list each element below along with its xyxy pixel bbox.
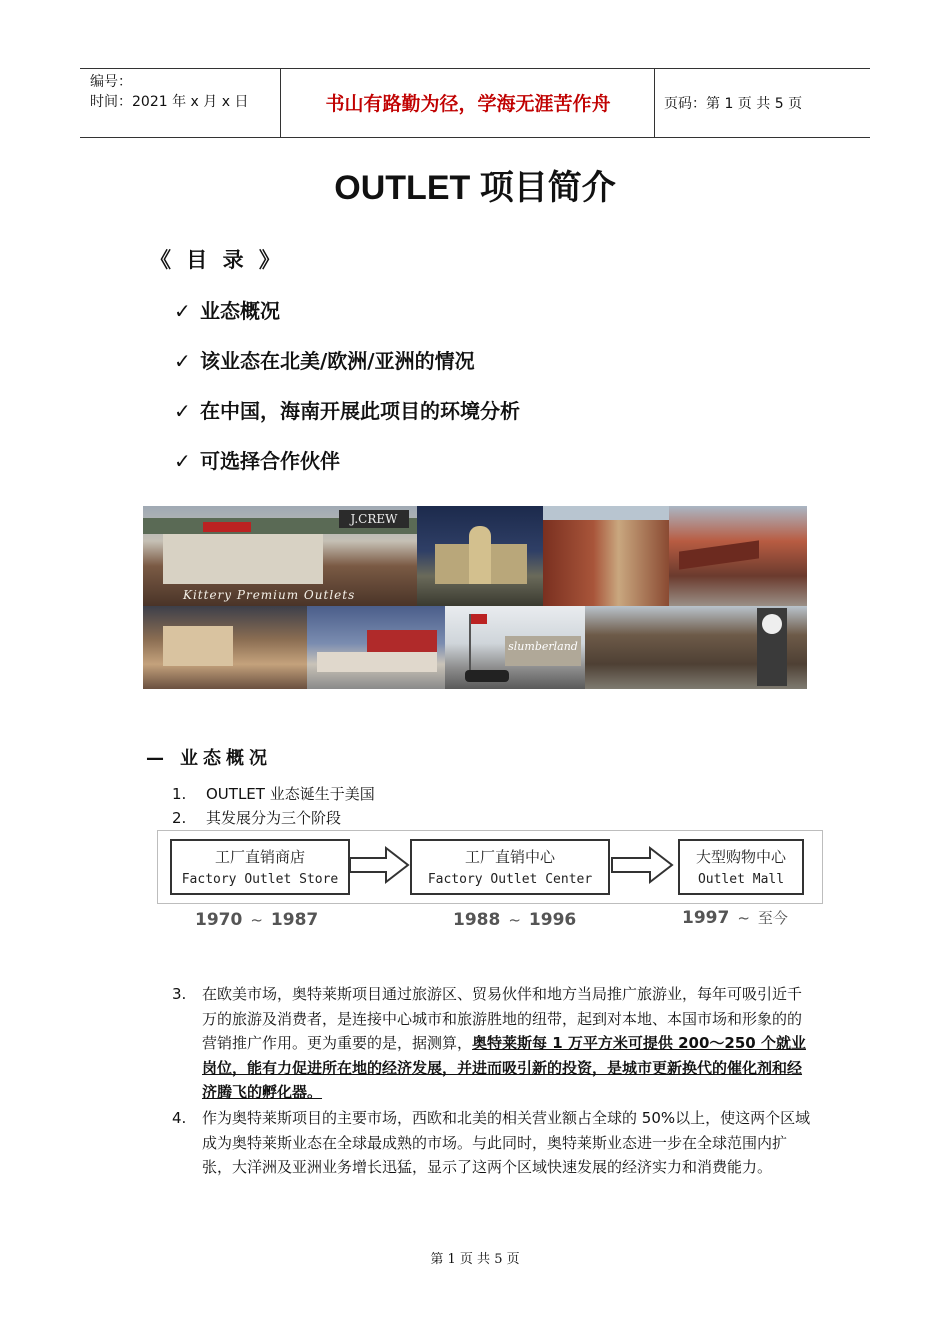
year-sep: ~ xyxy=(508,911,521,929)
list-item xyxy=(172,782,375,806)
stage-en: Factory Outlet Store xyxy=(181,872,339,887)
check-icon: ✓ xyxy=(174,299,191,323)
brick-shops-photo xyxy=(543,506,669,606)
kittery-outlet-photo xyxy=(143,506,417,606)
paragraph-3 xyxy=(172,982,812,1105)
stage-zh: 大型购物中心 xyxy=(695,848,786,866)
header-divider xyxy=(280,69,281,137)
store-sign: J.CREW xyxy=(339,510,409,528)
check-icon: ✓ xyxy=(174,399,191,423)
toc-item xyxy=(174,395,520,424)
page-footer: 第 1 页 共 5 页 xyxy=(430,1252,520,1267)
toc-item xyxy=(174,345,475,374)
paragraph-emphasis: 奥特莱斯每 1 万平方米可提供 200～250 个就业岗位，能有力促进所在地的经济发展，并进而吸引新的投资，是城市更新换代的催化剂和经济腾飞的孵化器。 xyxy=(202,1034,806,1101)
toc-item-label: 业态概况 xyxy=(200,299,280,323)
check-icon: ✓ xyxy=(174,449,191,473)
year-sep: ~ xyxy=(737,909,750,927)
slumberland-photo xyxy=(445,606,585,689)
paragraph-number: 4. xyxy=(172,1109,187,1127)
check-icon: ✓ xyxy=(174,349,191,373)
stage-en: Outlet Mall xyxy=(697,872,785,887)
paragraph-text: 作为奥特莱斯项目的主要市场，西欧和北美的相关营业额占全球的 50%以上，使这两个区域成为奥特莱斯业态在全球最成熟的市场。与此同时，奥特莱斯业态进一步在全球范围内扩张，大洋洲及亚洲业务增长迅猛，显示了这两个区域快速发展的经济实力和消费能力。 xyxy=(202,1109,811,1176)
toc-heading: 《 目 录 》 xyxy=(150,248,284,272)
store-sign: slumberland xyxy=(505,636,581,666)
stage-years xyxy=(195,910,318,930)
toc-item xyxy=(174,295,280,324)
toc-item-label: 在中国，海南开展此项目的环境分析 xyxy=(200,399,520,423)
year-end: 1996 xyxy=(528,910,577,930)
arrow-right-icon xyxy=(348,845,412,885)
time-label: 时间：2021 年 x 月 x 日 xyxy=(90,94,249,110)
stages-diagram xyxy=(157,830,823,904)
header-meta xyxy=(90,72,248,112)
list-text: 其发展分为三个阶段 xyxy=(206,809,342,827)
night-outlet-photo xyxy=(417,506,543,606)
section-title: 业态概况 xyxy=(180,748,272,769)
photo-collage xyxy=(143,506,807,689)
stage-box xyxy=(410,839,610,895)
paragraph-number: 3. xyxy=(172,985,187,1003)
year-end: 至今 xyxy=(757,909,788,927)
year-end: 1987 xyxy=(270,910,319,930)
header-table xyxy=(80,68,870,138)
outlet-mall-photo xyxy=(307,606,445,689)
paragraph-text: 在欧美市场，奥特莱斯项目通过旅游区、贸易伙伴和地方当局推广旅游业，每年可吸引近千万的旅游及消费者，是连接中心城市和旅游胜地的纽带，起到对本地、本国市场和形象的的营销推广作用。更为重要的是，据测算， xyxy=(202,985,803,1052)
year-start: 1970 xyxy=(195,910,243,930)
stone-building-photo xyxy=(585,606,807,689)
toc-item-label: 可选择合作伙伴 xyxy=(200,449,340,473)
list-item xyxy=(172,806,341,830)
header-motto: 书山有路勤为径，学海无涯苦作舟 xyxy=(325,93,611,115)
stage-years xyxy=(453,910,576,930)
header-page-info: 页码：第 1 页 共 5 页 xyxy=(664,96,803,112)
list-text: OUTLET 业态诞生于美国 xyxy=(206,785,375,803)
header-divider xyxy=(654,69,655,137)
document-title: OUTLET 项目简介 xyxy=(334,169,616,207)
stage-years xyxy=(682,907,788,928)
stage-en: Factory Outlet Center xyxy=(427,872,593,887)
walkway-photo xyxy=(669,506,807,606)
stage-zh: 工厂直销商店 xyxy=(214,848,305,866)
section-dash: — xyxy=(146,748,164,769)
stage-box xyxy=(678,839,804,895)
year-start: 1988 xyxy=(453,910,501,930)
stage-zh: 工厂直销中心 xyxy=(464,848,555,866)
paragraph-4 xyxy=(172,1106,812,1180)
arrow-right-icon xyxy=(610,845,676,885)
year-start: 1997 xyxy=(682,908,730,928)
list-number: 2. xyxy=(172,809,187,827)
list-number: 1. xyxy=(172,785,187,803)
toc-item-label: 该业态在北美/欧洲/亚洲的情况 xyxy=(200,349,475,373)
stage-box xyxy=(170,839,350,895)
number-label: 编号： xyxy=(90,74,132,90)
toc-item xyxy=(174,445,340,474)
photo-caption: Kittery Premium Outlets xyxy=(183,588,356,602)
plaza-photo xyxy=(143,606,307,689)
year-sep: ~ xyxy=(250,911,263,929)
section-heading xyxy=(146,744,272,770)
